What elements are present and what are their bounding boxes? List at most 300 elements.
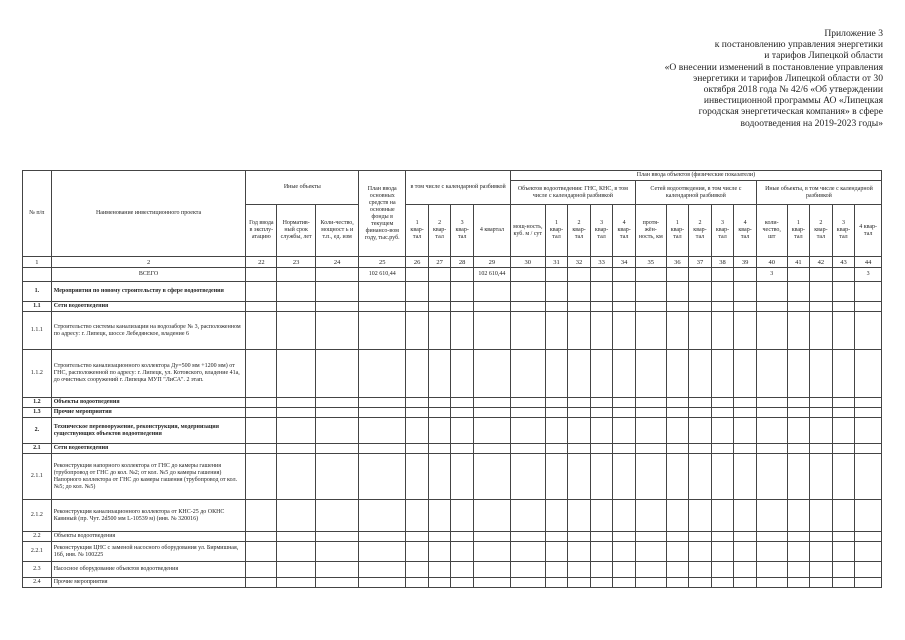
empty-cell [246, 578, 277, 588]
empty-cell [756, 578, 787, 588]
empty-cell [568, 350, 591, 398]
empty-cell [613, 542, 636, 562]
col-header-obj: Объектов водоотведения: ГНС, КНС, в том числе с календарной разбивкой [510, 181, 635, 205]
empty-cell [510, 532, 545, 542]
empty-cell [590, 398, 613, 408]
empty-cell [711, 408, 734, 418]
column-number: 34 [613, 257, 636, 268]
empty-cell [635, 350, 666, 398]
empty-cell [359, 282, 406, 302]
column-number: 30 [510, 257, 545, 268]
empty-cell [711, 542, 734, 562]
row-project-name: Реконструкция напорного коллектора от ГНС до камеры гашения (трубопровод от ГНС до кол. №2; от кол. №5 до камеры гашения) Напорного коллектора от ГНС до камеры гашения (трубопровод от кол. №5; до кол. №5) [51, 454, 246, 500]
empty-cell [689, 418, 712, 444]
empty-cell [756, 350, 787, 398]
empty-cell [635, 398, 666, 408]
empty-cell [406, 562, 429, 578]
column-number: 41 [787, 257, 810, 268]
empty-cell [545, 408, 568, 418]
empty-cell [613, 282, 636, 302]
table-row [23, 532, 882, 542]
empty-cell [246, 562, 277, 578]
empty-cell [590, 542, 613, 562]
empty-cell [810, 418, 833, 444]
empty-cell [451, 454, 474, 500]
empty-cell [428, 312, 451, 350]
empty-cell [855, 542, 882, 562]
empty-cell [568, 418, 591, 444]
empty-cell [635, 578, 666, 588]
column-number: 28 [451, 257, 474, 268]
row-number: 2.2 [23, 532, 52, 542]
empty-cell [666, 398, 689, 408]
row-number: 1.2 [23, 398, 52, 408]
empty-cell [613, 444, 636, 454]
header-line: водоотведения на 2019-2023 годы» [740, 117, 883, 129]
empty-cell [510, 444, 545, 454]
total-row [23, 268, 882, 282]
empty-cell [689, 532, 712, 542]
empty-cell [711, 302, 734, 312]
table-body [23, 282, 882, 588]
empty-cell [689, 302, 712, 312]
empty-cell [734, 444, 757, 454]
column-number: 2 [51, 257, 246, 268]
empty-cell [473, 312, 510, 350]
empty-cell [568, 454, 591, 500]
empty-cell [832, 454, 855, 500]
empty-cell [613, 500, 636, 532]
empty-cell [689, 350, 712, 398]
empty-cell [810, 312, 833, 350]
empty-cell [568, 532, 591, 542]
header-line: городская энергетическая компания» в сфере [698, 106, 883, 118]
empty-cell [711, 562, 734, 578]
empty-cell [568, 578, 591, 588]
table-row [23, 282, 882, 302]
empty-cell [832, 418, 855, 444]
empty-cell [832, 542, 855, 562]
empty-cell [666, 500, 689, 532]
empty-cell [590, 532, 613, 542]
empty-cell [635, 532, 666, 542]
empty-cell [756, 542, 787, 562]
empty-cell [428, 578, 451, 588]
row-project-name: Сети водоотведения [51, 444, 246, 454]
empty-cell [666, 532, 689, 542]
col-header-q4: 4 квар-тал [613, 205, 636, 257]
col-header-qty: Коли-чество, мощност ь и т.п., ед. изм [316, 205, 359, 257]
row-number: 1.1.1 [23, 312, 52, 350]
empty-cell [590, 500, 613, 532]
empty-cell [359, 542, 406, 562]
row-number: 2.4 [23, 578, 52, 588]
empty-cell [855, 444, 882, 454]
header-line: октября 2018 года № 42/6 «Об утверждении [703, 84, 883, 96]
table-row [23, 444, 882, 454]
row-project-name: Реконструкция ЦНС с заменой насосного оборудования ул. Бирмишная, 16б, инв. № 100225 [51, 542, 246, 562]
empty-cell [711, 500, 734, 532]
empty-cell [756, 562, 787, 578]
empty-cell [756, 532, 787, 542]
row-project-name: Объекты водоотведения [51, 398, 246, 408]
empty-cell [246, 500, 277, 532]
empty-cell [359, 350, 406, 398]
col-header-count: коли-чество, шт [756, 205, 787, 257]
empty-cell [406, 500, 429, 532]
empty-cell [787, 532, 810, 542]
empty-cell [787, 542, 810, 562]
empty-cell [832, 562, 855, 578]
empty-cell [734, 302, 757, 312]
empty-cell [855, 398, 882, 408]
empty-cell [711, 282, 734, 302]
empty-cell [451, 408, 474, 418]
empty-cell [545, 500, 568, 532]
empty-cell [855, 578, 882, 588]
empty-cell [510, 408, 545, 418]
empty-cell [246, 350, 277, 398]
col-header-plan: План ввода основных средств на основные фонды в текущем финансо-вом году, тыс.руб. [359, 171, 406, 257]
empty-cell [756, 398, 787, 408]
column-number: 1 [23, 257, 52, 268]
empty-cell [428, 350, 451, 398]
empty-cell [787, 312, 810, 350]
col-header-q3: 3 квар-тал [451, 205, 474, 257]
empty-cell [689, 282, 712, 302]
total-plan-value: 102 610,44 [359, 268, 406, 282]
empty-cell [316, 350, 359, 398]
col-header-q1: 1 квар-тал [666, 205, 689, 257]
empty-cell [428, 282, 451, 302]
empty-cell [428, 532, 451, 542]
empty-cell [316, 418, 359, 444]
total-label: ВСЕГО [51, 268, 246, 282]
empty-cell [316, 578, 359, 588]
empty-cell [635, 312, 666, 350]
empty-cell [666, 542, 689, 562]
empty-cell [568, 398, 591, 408]
col-header-incl: в том числе с календарной разбивкой [406, 171, 511, 205]
empty-cell [451, 398, 474, 408]
empty-cell [613, 408, 636, 418]
empty-cell [359, 578, 406, 588]
empty-cell [510, 418, 545, 444]
empty-cell [406, 532, 429, 542]
empty-cell [590, 418, 613, 444]
empty-cell [689, 500, 712, 532]
empty-cell [473, 444, 510, 454]
column-number: 37 [689, 257, 712, 268]
empty-cell [277, 350, 316, 398]
empty-cell [451, 302, 474, 312]
empty-cell [277, 312, 316, 350]
empty-cell [711, 398, 734, 408]
empty-cell [428, 542, 451, 562]
empty-cell [277, 418, 316, 444]
column-number: 35 [635, 257, 666, 268]
empty-cell [473, 350, 510, 398]
empty-cell [855, 302, 882, 312]
col-header-length: протя-жён-ность, км [635, 205, 666, 257]
empty-cell [568, 312, 591, 350]
empty-cell [428, 562, 451, 578]
empty-cell [832, 578, 855, 588]
empty-cell [510, 542, 545, 562]
row-number: 2.3 [23, 562, 52, 578]
empty-cell [451, 282, 474, 302]
empty-cell [473, 500, 510, 532]
empty-cell [406, 398, 429, 408]
empty-cell [246, 542, 277, 562]
empty-cell [855, 312, 882, 350]
empty-cell [787, 350, 810, 398]
empty-cell [635, 500, 666, 532]
empty-cell [590, 562, 613, 578]
empty-cell [711, 312, 734, 350]
empty-cell [510, 350, 545, 398]
empty-cell [568, 282, 591, 302]
row-project-name: Строительство канализационного коллектора Ду=500 мм +1200 мм) от ГНС, расположенной по адресу: г. Липецк, ул. Котовского, владение 41а, до очистных сооружений г. Липецка МУП "ЛиСА". 2 этап. [51, 350, 246, 398]
empty-cell [810, 532, 833, 542]
row-number: 2.1.2 [23, 500, 52, 532]
empty-cell [613, 418, 636, 444]
empty-cell [568, 500, 591, 532]
empty-cell [734, 282, 757, 302]
empty-cell [510, 454, 545, 500]
empty-cell [406, 312, 429, 350]
empty-cell [246, 418, 277, 444]
empty-cell [756, 282, 787, 302]
table-row [23, 350, 882, 398]
col-header-plan-phys: План ввода объектов (физические показатели) [510, 171, 881, 181]
empty-cell [832, 302, 855, 312]
empty-cell [277, 282, 316, 302]
empty-cell [473, 408, 510, 418]
empty-cell [635, 418, 666, 444]
header-line: энергетики и тарифов Липецкой области от 30 [693, 72, 883, 84]
empty-cell [756, 444, 787, 454]
empty-cell [711, 444, 734, 454]
empty-cell [451, 350, 474, 398]
empty-cell [473, 578, 510, 588]
header-line: к постановлению управления энергетики [714, 39, 883, 51]
empty-cell [510, 312, 545, 350]
empty-cell [734, 532, 757, 542]
empty-cell [590, 312, 613, 350]
empty-cell [666, 444, 689, 454]
empty-cell [787, 398, 810, 408]
column-number: 27 [428, 257, 451, 268]
empty-cell [734, 578, 757, 588]
empty-cell [277, 302, 316, 312]
empty-cell [246, 312, 277, 350]
table-row [23, 578, 882, 588]
empty-cell [406, 542, 429, 562]
empty-cell [473, 562, 510, 578]
empty-cell [855, 562, 882, 578]
empty-cell [246, 398, 277, 408]
column-number: 32 [568, 257, 591, 268]
empty-cell [451, 312, 474, 350]
empty-cell [568, 408, 591, 418]
empty-cell [406, 418, 429, 444]
column-number: 40 [756, 257, 787, 268]
empty-cell [787, 418, 810, 444]
column-number: 43 [832, 257, 855, 268]
empty-cell [316, 408, 359, 418]
empty-cell [756, 302, 787, 312]
row-project-name: Прочие мероприятия [51, 408, 246, 418]
row-project-name: Насосное оборудование объектов водоотведения [51, 562, 246, 578]
col-header-q4: 4 квар-тал [734, 205, 757, 257]
empty-cell [810, 500, 833, 532]
empty-cell [855, 500, 882, 532]
column-number-row [23, 257, 882, 268]
empty-cell [635, 562, 666, 578]
total-q4-value: 102 610,44 [473, 268, 510, 282]
empty-cell [428, 500, 451, 532]
empty-cell [832, 500, 855, 532]
empty-cell [666, 562, 689, 578]
empty-cell [734, 408, 757, 418]
empty-cell [711, 454, 734, 500]
empty-cell [635, 454, 666, 500]
empty-cell [832, 408, 855, 418]
empty-cell [568, 562, 591, 578]
empty-cell [246, 282, 277, 302]
empty-cell [406, 578, 429, 588]
empty-cell [545, 398, 568, 408]
empty-cell [545, 532, 568, 542]
empty-cell [510, 500, 545, 532]
empty-cell [428, 398, 451, 408]
empty-cell [810, 444, 833, 454]
empty-cell [246, 408, 277, 418]
row-number: 2.2.1 [23, 542, 52, 562]
investment-table [22, 170, 882, 588]
empty-cell [666, 578, 689, 588]
row-project-name: Прочие мероприятия [51, 578, 246, 588]
empty-cell [613, 562, 636, 578]
col-header-q1: 1 квар-тал [787, 205, 810, 257]
empty-cell [855, 418, 882, 444]
empty-cell [473, 282, 510, 302]
empty-cell [810, 578, 833, 588]
empty-cell [734, 562, 757, 578]
empty-cell [545, 312, 568, 350]
table-row [23, 500, 882, 532]
row-number: 2. [23, 418, 52, 444]
table-row [23, 418, 882, 444]
total-count-value: 3 [756, 268, 787, 282]
empty-cell [590, 444, 613, 454]
row-number: 1. [23, 282, 52, 302]
empty-cell [734, 454, 757, 500]
empty-cell [787, 562, 810, 578]
col-header-q2: 2 квар-тал [568, 205, 591, 257]
empty-cell [451, 542, 474, 562]
empty-cell [787, 500, 810, 532]
empty-cell [277, 532, 316, 542]
empty-cell [635, 542, 666, 562]
empty-cell [316, 542, 359, 562]
empty-cell [406, 350, 429, 398]
empty-cell [568, 444, 591, 454]
table-row [23, 408, 882, 418]
row-project-name: Сети водоотведения [51, 302, 246, 312]
empty-cell [277, 578, 316, 588]
empty-cell [711, 578, 734, 588]
empty-cell [510, 578, 545, 588]
empty-cell [545, 542, 568, 562]
empty-cell [428, 454, 451, 500]
empty-cell [359, 454, 406, 500]
empty-cell [590, 282, 613, 302]
empty-cell [316, 454, 359, 500]
empty-cell [359, 398, 406, 408]
empty-cell [689, 454, 712, 500]
col-header-num: № п/п [23, 171, 52, 257]
row-project-name: Строительство системы канализации на водозаборе № 3, расположенном по адресу: г. Липецк, шоссе Лебедянское, владение 6 [51, 312, 246, 350]
empty-cell [590, 578, 613, 588]
column-number: 36 [666, 257, 689, 268]
empty-cell [246, 302, 277, 312]
col-header-q4: 4 квартал [473, 205, 510, 257]
empty-cell [316, 302, 359, 312]
empty-cell [832, 444, 855, 454]
empty-cell [277, 444, 316, 454]
empty-cell [787, 302, 810, 312]
empty-cell [855, 282, 882, 302]
column-number: 24 [316, 257, 359, 268]
col-header-power: мощ-ность, куб. м / сут [510, 205, 545, 257]
empty-cell [711, 532, 734, 542]
header-line: Приложение 3 [824, 28, 883, 39]
empty-cell [756, 312, 787, 350]
col-header-year: Год ввода в эксплу-атацию [246, 205, 277, 257]
empty-cell [246, 444, 277, 454]
empty-cell [246, 532, 277, 542]
empty-cell [734, 350, 757, 398]
table-row [23, 398, 882, 408]
empty-cell [855, 408, 882, 418]
empty-cell [451, 500, 474, 532]
header-line: и тарифов Липецкой области [764, 50, 883, 62]
document-header [593, 28, 883, 129]
empty-cell [428, 408, 451, 418]
empty-cell [277, 542, 316, 562]
header-line: инвестиционной программы АО «Липецкая [703, 95, 883, 107]
empty-cell [545, 444, 568, 454]
col-header-q4: 4 квар-тал [855, 205, 882, 257]
empty-cell [666, 312, 689, 350]
col-header-q2: 2 квар-тал [810, 205, 833, 257]
empty-cell [613, 578, 636, 588]
empty-cell [734, 418, 757, 444]
empty-cell [316, 398, 359, 408]
column-number: 33 [590, 257, 613, 268]
col-header-q3: 3 квар-тал [590, 205, 613, 257]
empty-cell [689, 408, 712, 418]
empty-cell [855, 454, 882, 500]
row-project-name: Реконструкция канализационного коллектора от КНС-25 до ОКНС Кавиный (пр. Чут. 2d500 мм L-10539 м) (инв. № 320016) [51, 500, 246, 532]
column-number: 42 [810, 257, 833, 268]
empty-cell [734, 500, 757, 532]
empty-cell [451, 562, 474, 578]
column-number: 22 [246, 257, 277, 268]
empty-cell [406, 408, 429, 418]
